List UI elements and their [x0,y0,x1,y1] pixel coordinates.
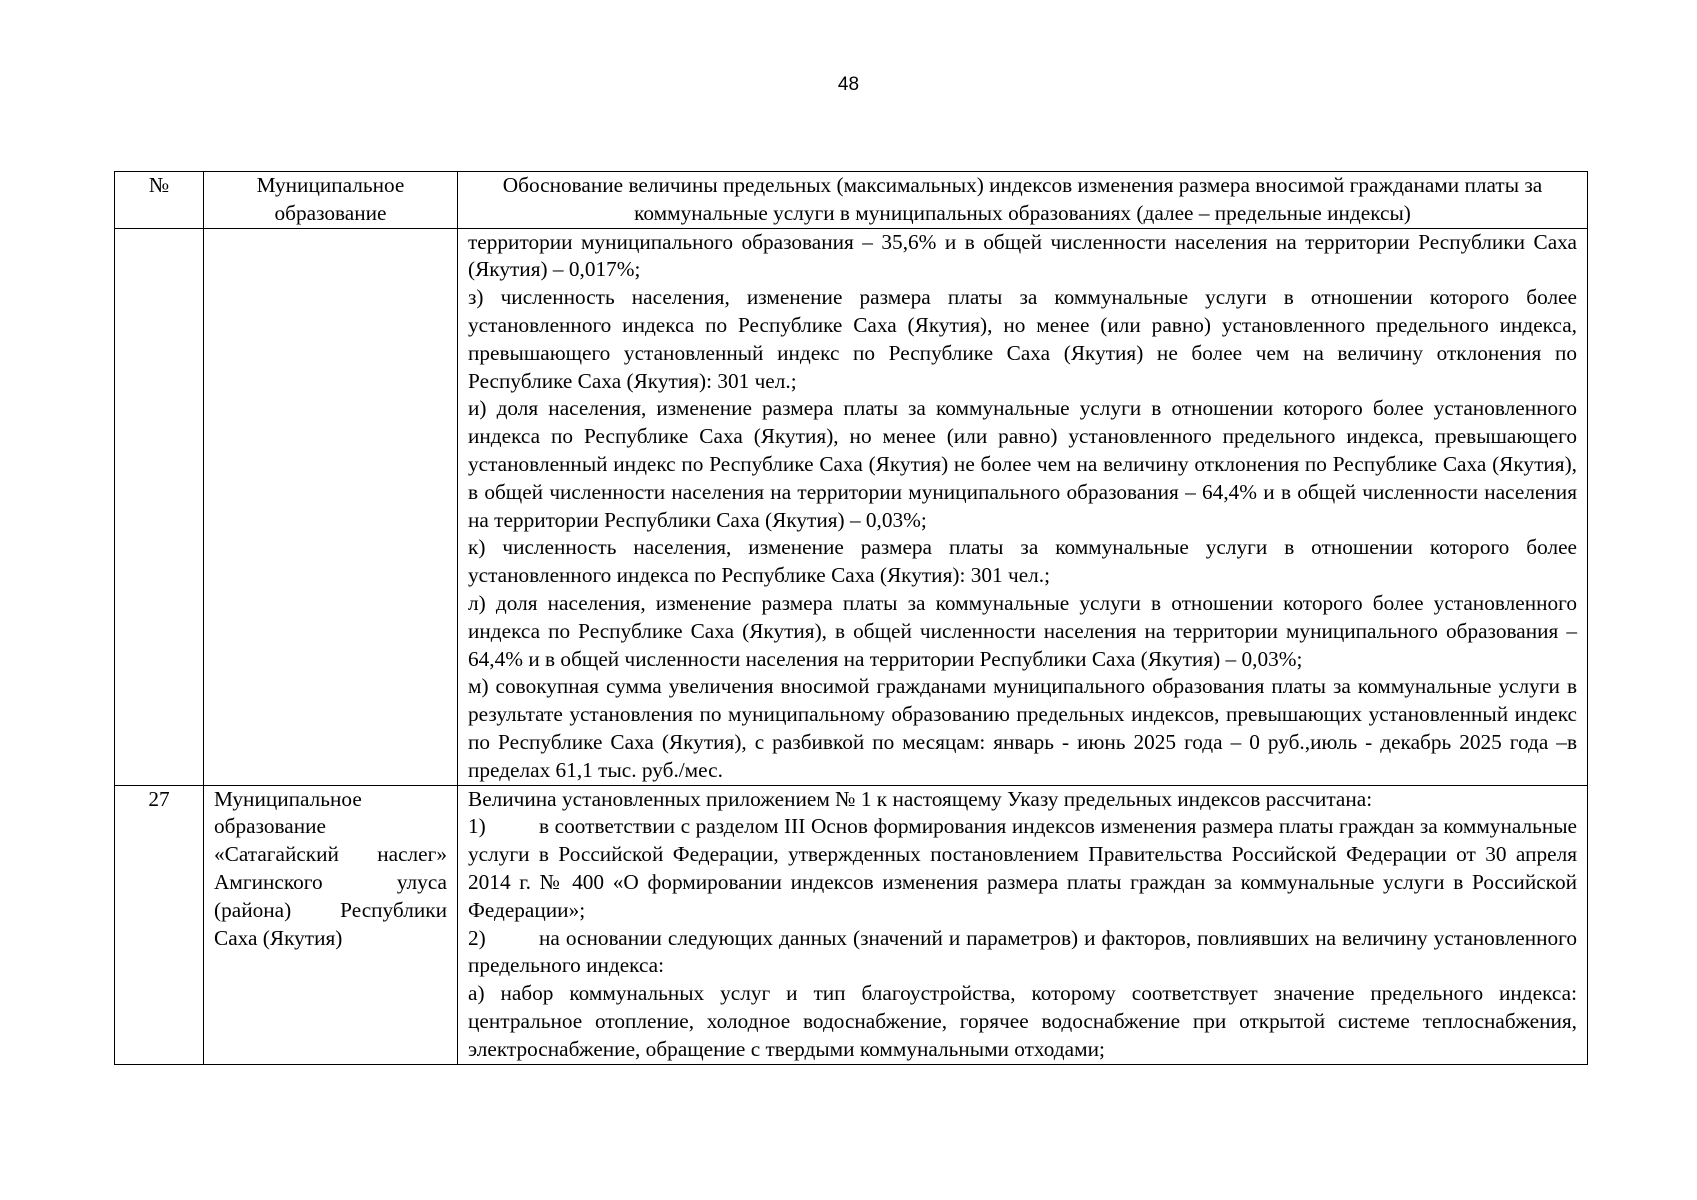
list-item-number: 1) [468,814,486,839]
list-item-text: на основании следующих данных (значений и параметров) и факторов, повлиявших на величину установленного предельного индекса: [468,925,1577,978]
table-header-row [115,172,1588,229]
row-justification [458,228,1588,785]
paragraph: к) численность населения, изменение размера платы за коммунальные услуги в отношении которого более установленного индекса по Республике Саха (Якутия): 301 чел.; [468,535,1577,588]
table-row [115,785,1588,1064]
justification-table [114,171,1588,1065]
paragraph: л) доля населения, изменение размера платы за коммунальные услуги в отношении которого более установленного индекса по Республике Саха (Якутия), в общей численности населения на территории муниципального образования – 64,4% и в общей численности населения на территории Республики Саха (Якутия) – 0,03%; [468,590,1577,671]
paragraph-intro: Величина установленных приложением № 1 к настоящему Указу предельных индексов рассчитана: [468,786,1373,811]
paragraph: з) численность населения, изменение размера платы за коммунальные услуги в отношении которого более установленного индекса по Республике Саха (Якутия), но менее (или равно) установленного предельного индекса, превышающего установленный индекс по Республике Саха (Якутия) не более чем на величину отклонения по Республике Саха (Якутия): 301 чел.; [468,285,1577,393]
paragraph: а) набор коммунальных услуг и тип благоустройства, которому соответствует значение предельного индекса: центральное отопление, холодное водоснабжение, горячее водоснабжение при открытой системе теплоснабжения, электроснабжение, обращение с твердыми коммунальными отходами; [468,981,1577,1061]
page-number: 48 [837,74,860,95]
header-number: № [115,172,204,229]
header-municipality: Муниципальное образование [204,172,458,229]
paragraph: территории муниципального образования – 35,6% и в общей численности населения на территории Республики Саха (Якутия) – 0,017%; [468,229,1577,282]
list-item [468,925,1577,981]
header-justification: Обоснование величины предельных (максимальных) индексов изменения размера вносимой гражданами платы за коммунальные услуги в муниципальных образованиях (далее – предельные индексы) [458,172,1588,229]
table-row [115,228,1588,785]
row-number: 27 [115,785,204,1064]
list-item [468,813,1577,924]
list-item-text: в соответствии с разделом III Основ формирования индексов изменения размера платы граждан за коммунальные услуги в Российской Федерации, утвержденных постановлением Правительства Российской Федерации от 30 апреля 2014 г. № 400 «О формировании индексов изменения размера платы граждан за коммунальные услуги в Российской Федерации»; [468,814,1577,922]
row-number [115,228,204,785]
paragraph: м) совокупная сумма увеличения вносимой гражданами муниципального образования платы за коммунальные услуги в результате установления по муниципальному образованию предельных индексов, превышающих установленный индекс по Республике Саха (Якутия), с разбивкой по месяцам: январь - июнь 2025 года – 0 руб.,июль - декабрь 2025 года –в пределах 61,1 тыс. руб./мес. [468,674,1577,782]
row-municipality: Муниципальное образование «Сатагайский наслег» Амгинского улуса (района) Республики Саха (Якутия) [204,785,458,1064]
row-municipality [204,228,458,785]
paragraph: и) доля населения, изменение размера платы за коммунальные услуги в отношении которого более установленного индекса по Республике Саха (Якутия), но менее (или равно) установленного предельного индекса, превышающего установленный индекс по Республике Саха (Якутия) не более чем на величину отклонения по Республике Саха (Якутия), в общей численности населения на территории муниципального образования – 64,4% и в общей численности населения на территории Республики Саха (Якутия) – 0,03%; [468,396,1577,532]
row-justification [458,785,1588,1064]
list-item-number: 2) [468,925,486,950]
